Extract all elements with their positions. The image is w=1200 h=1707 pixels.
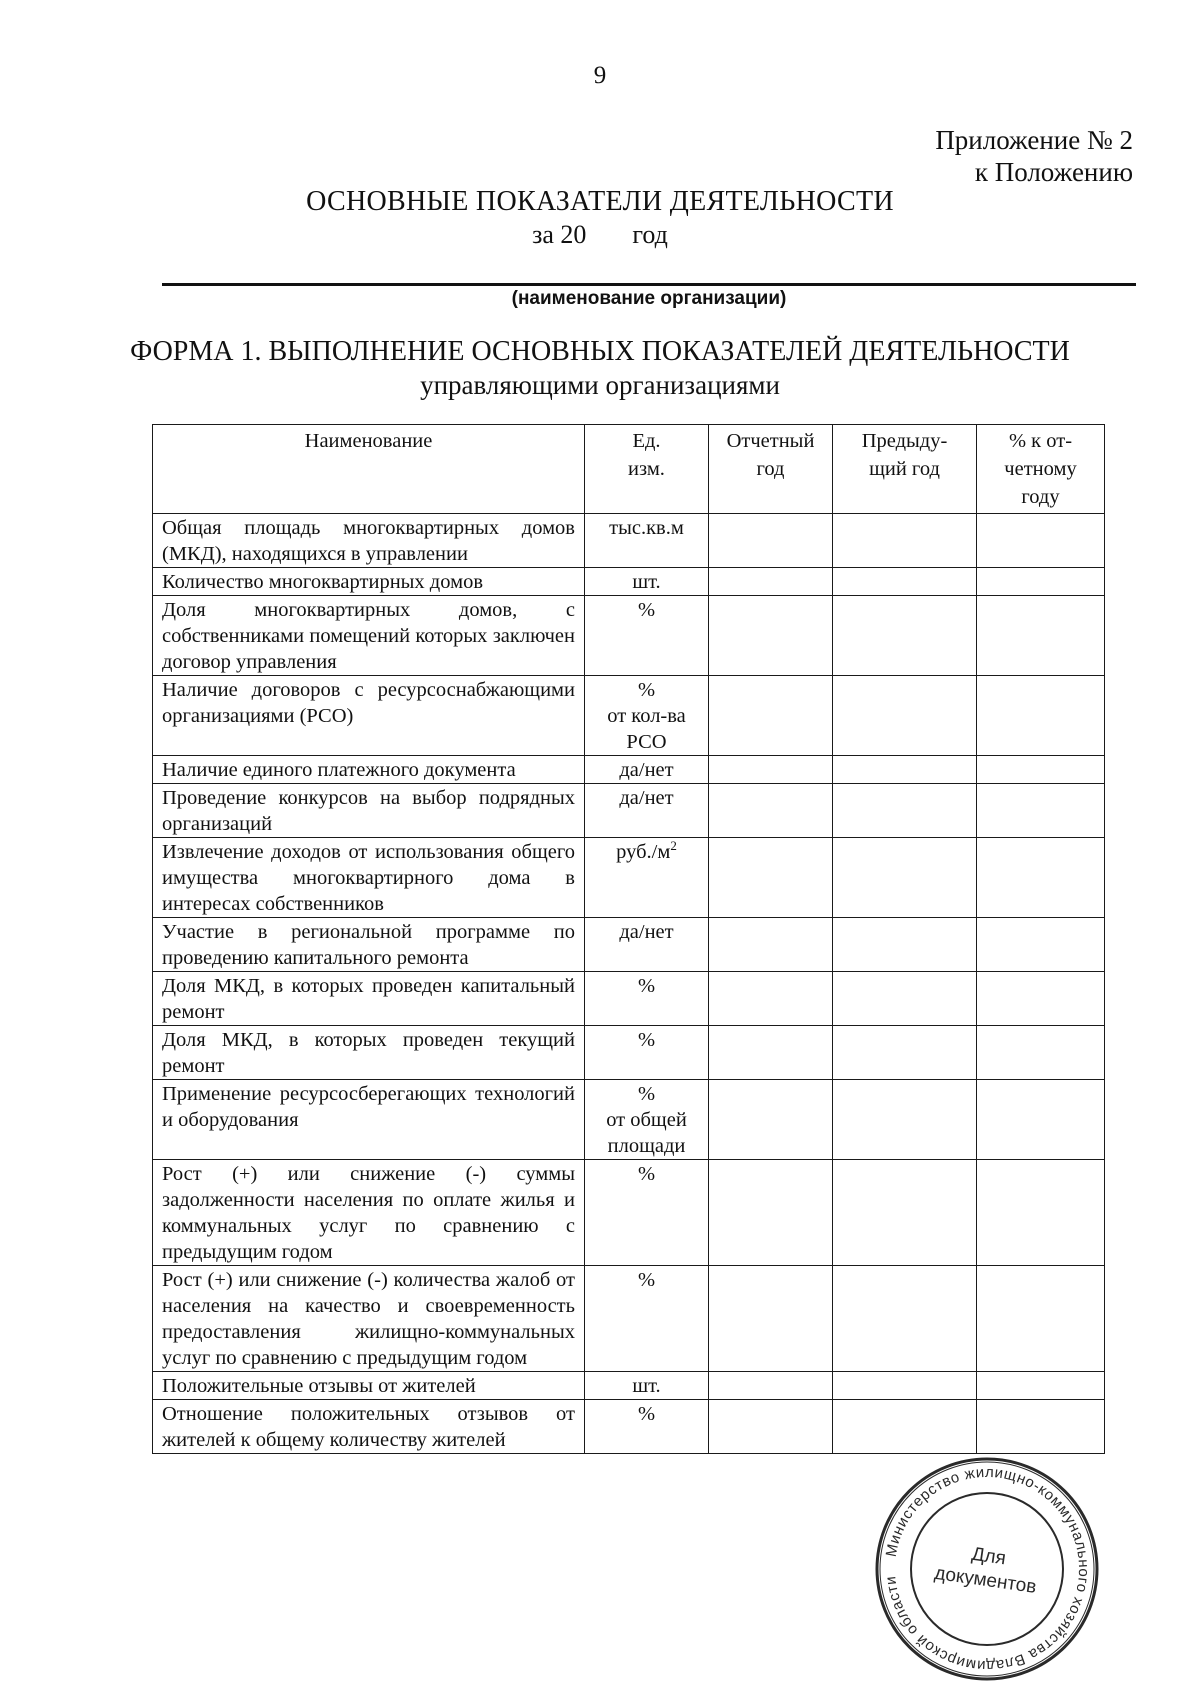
unit-line: % bbox=[637, 975, 656, 997]
organization-caption: (наименование организации) bbox=[511, 288, 787, 309]
report-year-value[interactable] bbox=[709, 838, 833, 918]
organization-name-line bbox=[162, 283, 1136, 286]
previous-year-value[interactable] bbox=[833, 1266, 977, 1372]
unit-line: % bbox=[637, 1269, 656, 1291]
indicator-unit bbox=[585, 756, 709, 784]
report-year-value[interactable] bbox=[709, 514, 833, 568]
indicator-name: Количество многоквартирных домов bbox=[153, 568, 585, 596]
percent-value[interactable] bbox=[977, 756, 1105, 784]
indicator-unit bbox=[585, 1080, 709, 1160]
unit-line: тыс.кв.м bbox=[609, 517, 684, 539]
form-title: ФОРМА 1. ВЫПОЛНЕНИЕ ОСНОВНЫХ ПОКАЗАТЕЛЕЙ ДЕЯТЕЛЬНОСТИ bbox=[130, 336, 1070, 367]
indicator-name: Рост (+) или снижение (-) суммы задолженности населения по оплате жилья и коммунальных услуг по сравнению с предыдущим годом bbox=[153, 1160, 585, 1266]
table-row bbox=[153, 1080, 1105, 1160]
indicator-name: Проведение конкурсов на выбор подрядных организаций bbox=[153, 784, 585, 838]
percent-value[interactable] bbox=[977, 1372, 1105, 1400]
table-header-row bbox=[153, 425, 1105, 514]
indicator-unit bbox=[585, 568, 709, 596]
header-name: Наименование bbox=[153, 425, 585, 514]
previous-year-value[interactable] bbox=[833, 972, 977, 1026]
percent-value[interactable] bbox=[977, 1400, 1105, 1454]
percent-value[interactable] bbox=[977, 918, 1105, 972]
table-row bbox=[153, 676, 1105, 756]
table-row bbox=[153, 1160, 1105, 1266]
table-row bbox=[153, 514, 1105, 568]
unit-line: шт. bbox=[632, 1375, 661, 1397]
year-prefix: за 20 bbox=[532, 220, 587, 249]
indicator-name: Применение ресурсосберегающих технологий и оборудования bbox=[153, 1080, 585, 1160]
previous-year-value[interactable] bbox=[833, 596, 977, 676]
percent-value[interactable] bbox=[977, 784, 1105, 838]
indicator-name: Участие в региональной программе по проведению капитального ремонта bbox=[153, 918, 585, 972]
table-row bbox=[153, 1372, 1105, 1400]
indicator-unit bbox=[585, 1266, 709, 1372]
table-row bbox=[153, 784, 1105, 838]
unit-line: % bbox=[637, 1403, 656, 1425]
previous-year-value[interactable] bbox=[833, 838, 977, 918]
previous-year-value[interactable] bbox=[833, 1372, 977, 1400]
appendix-line-1: Приложение № 2 bbox=[935, 125, 1133, 155]
unit-line: да/нет bbox=[619, 787, 674, 809]
percent-value[interactable] bbox=[977, 568, 1105, 596]
indicator-name: Доля многоквартирных домов, с собственниками помещений которых заключен договор управления bbox=[153, 596, 585, 676]
indicator-name: Доля МКД, в которых проведен капитальный ремонт bbox=[153, 972, 585, 1026]
report-year-value[interactable] bbox=[709, 596, 833, 676]
year-suffix: год bbox=[632, 220, 668, 249]
report-year-value[interactable] bbox=[709, 1400, 833, 1454]
appendix-line-2: к Положению bbox=[974, 157, 1133, 187]
previous-year-value[interactable] bbox=[833, 568, 977, 596]
header-percent: % к от- четному году bbox=[977, 425, 1105, 514]
previous-year-value[interactable] bbox=[833, 676, 977, 756]
indicator-name: Наличие единого платежного документа bbox=[153, 756, 585, 784]
document-title: ОСНОВНЫЕ ПОКАЗАТЕЛИ ДЕЯТЕЛЬНОСТИ bbox=[306, 186, 894, 217]
indicator-name: Извлечение доходов от использования общего имущества многоквартирного дома в интересах собственников bbox=[153, 838, 585, 918]
svg-text:Министерство жилищно-коммуналь bbox=[882, 1464, 1092, 1674]
table-row bbox=[153, 568, 1105, 596]
stamp-seal bbox=[872, 1454, 1102, 1684]
unit-line: площади bbox=[607, 1135, 686, 1157]
stamp-ring-text: Министерство жилищно-коммунального хозяйства Владимирской области bbox=[882, 1463, 1093, 1675]
previous-year-value[interactable] bbox=[833, 1026, 977, 1080]
percent-value[interactable] bbox=[977, 596, 1105, 676]
indicator-unit bbox=[585, 838, 709, 918]
indicator-name: Положительные отзывы от жителей bbox=[153, 1372, 585, 1400]
report-year-value[interactable] bbox=[709, 784, 833, 838]
header-previous-year: Предыду- щий год bbox=[833, 425, 977, 514]
report-year-value[interactable] bbox=[709, 1160, 833, 1266]
previous-year-value[interactable] bbox=[833, 784, 977, 838]
unit-line: РСО bbox=[626, 731, 667, 753]
indicator-name: Рост (+) или снижение (-) количества жалоб от населения на качество и своевременность предоставления жилищно-коммунальных услуг по сравнению с предыдущим годом bbox=[153, 1266, 585, 1372]
unit-line: от общей bbox=[606, 1109, 687, 1131]
report-year-value[interactable] bbox=[709, 918, 833, 972]
previous-year-value[interactable] bbox=[833, 1160, 977, 1266]
report-year-value[interactable] bbox=[709, 568, 833, 596]
table-row bbox=[153, 1026, 1105, 1080]
indicator-unit bbox=[585, 1400, 709, 1454]
indicator-unit bbox=[585, 918, 709, 972]
unit-line: % bbox=[637, 1083, 656, 1105]
unit-line: % bbox=[637, 599, 656, 621]
report-year-value[interactable] bbox=[709, 972, 833, 1026]
unit-line: да/нет bbox=[619, 921, 674, 943]
report-year-value[interactable] bbox=[709, 756, 833, 784]
unit-line: от кол-ва bbox=[607, 705, 686, 727]
stamp-center-line-2: документов bbox=[933, 1562, 1038, 1598]
percent-value[interactable] bbox=[977, 1266, 1105, 1372]
appendix-label bbox=[935, 124, 1133, 188]
percent-value[interactable] bbox=[977, 838, 1105, 918]
header-unit: Ед. изм. bbox=[585, 425, 709, 514]
indicator-name: Наличие договоров с ресурсоснабжающими организациями (РСО) bbox=[153, 676, 585, 756]
indicator-unit bbox=[585, 1026, 709, 1080]
indicator-unit bbox=[585, 1160, 709, 1266]
indicators-table bbox=[152, 424, 1105, 1454]
previous-year-value[interactable] bbox=[833, 514, 977, 568]
previous-year-value[interactable] bbox=[833, 918, 977, 972]
previous-year-value[interactable] bbox=[833, 1400, 977, 1454]
percent-value[interactable] bbox=[977, 514, 1105, 568]
header-report-year: Отчетный год bbox=[709, 425, 833, 514]
previous-year-value[interactable] bbox=[833, 756, 977, 784]
table-row bbox=[153, 756, 1105, 784]
table-row bbox=[153, 972, 1105, 1026]
table-row bbox=[153, 1266, 1105, 1372]
unit-line: $руб./м^2$ bbox=[616, 838, 677, 863]
report-year-value[interactable] bbox=[709, 676, 833, 756]
indicator-unit bbox=[585, 784, 709, 838]
indicator-name: Отношение положительных отзывов от жителей к общему количеству жителей bbox=[153, 1400, 585, 1454]
year-line bbox=[0, 220, 1200, 250]
table-row bbox=[153, 918, 1105, 972]
report-year-value[interactable] bbox=[709, 1026, 833, 1080]
indicator-unit bbox=[585, 676, 709, 756]
table-row bbox=[153, 1400, 1105, 1454]
indicator-unit bbox=[585, 514, 709, 568]
percent-value[interactable] bbox=[977, 676, 1105, 756]
page-number: 9 bbox=[593, 62, 607, 89]
percent-value[interactable] bbox=[977, 1080, 1105, 1160]
unit-line: шт. bbox=[632, 571, 661, 593]
percent-value[interactable] bbox=[977, 972, 1105, 1026]
table-row bbox=[153, 838, 1105, 918]
indicator-unit bbox=[585, 972, 709, 1026]
percent-value[interactable] bbox=[977, 1160, 1105, 1266]
form-subtitle: управляющими организациями bbox=[420, 370, 780, 400]
indicator-unit bbox=[585, 1372, 709, 1400]
unit-line: да/нет bbox=[619, 759, 674, 781]
stamp-center-line-1: Для bbox=[970, 1543, 1008, 1570]
previous-year-value[interactable] bbox=[833, 1080, 977, 1160]
report-year-value[interactable] bbox=[709, 1080, 833, 1160]
indicator-unit bbox=[585, 596, 709, 676]
report-year-value[interactable] bbox=[709, 1372, 833, 1400]
table-row bbox=[153, 596, 1105, 676]
indicator-name: Доля МКД, в которых проведен текущий ремонт bbox=[153, 1026, 585, 1080]
percent-value[interactable] bbox=[977, 1026, 1105, 1080]
unit-line: % bbox=[637, 1163, 656, 1185]
indicator-name: Общая площадь многоквартирных домов (МКД), находящихся в управлении bbox=[153, 514, 585, 568]
unit-line: % bbox=[637, 679, 656, 701]
unit-line: % bbox=[637, 1029, 656, 1051]
report-year-value[interactable] bbox=[709, 1266, 833, 1372]
